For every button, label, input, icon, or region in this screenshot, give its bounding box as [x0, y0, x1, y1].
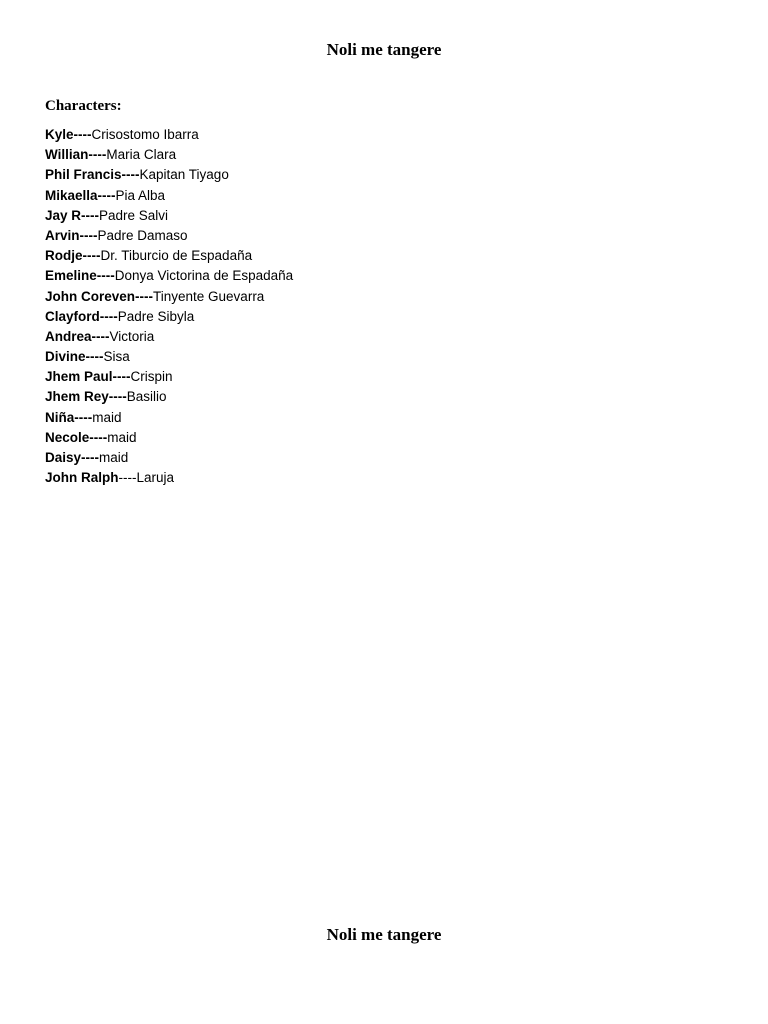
separator: ----	[89, 429, 108, 445]
actor-name: Jhem Paul	[45, 369, 113, 385]
role-name: maid	[92, 409, 122, 425]
role-name: Dr. Tiburcio de Espadaña	[100, 248, 253, 264]
separator: ----	[112, 369, 131, 385]
list-item	[45, 408, 293, 428]
actor-name: Rodje	[45, 248, 83, 264]
role-name: Padre Salvi	[99, 207, 169, 223]
list-item	[45, 448, 293, 468]
list-item	[45, 287, 293, 307]
role-name: Basilio	[126, 389, 167, 405]
actor-name: John Coreven	[45, 288, 136, 304]
list-item	[45, 186, 293, 206]
list-item	[45, 347, 293, 367]
actor-name: Necole	[45, 429, 90, 445]
page-title-bottom: Noli me tangere	[326, 925, 442, 944]
list-item	[45, 165, 293, 185]
actor-name: Phil Francis	[45, 167, 122, 183]
separator: ----	[81, 450, 100, 465]
list-item	[45, 266, 293, 286]
role-name: Victoria	[109, 328, 155, 344]
separator: ----	[88, 147, 107, 163]
separator: ----	[118, 470, 137, 486]
list-item	[45, 125, 293, 145]
page-title: Noli me tangere	[326, 40, 442, 59]
actor-name: Arvin	[45, 227, 80, 243]
role-name: Pia Alba	[115, 187, 166, 203]
actor-name: Daisy	[45, 450, 82, 465]
actor-name: Jhem Rey	[45, 389, 109, 405]
actor-name: Jay R	[45, 207, 82, 223]
separator: ----	[135, 288, 154, 304]
role-name: Crispin	[130, 369, 173, 385]
role-name: maid	[107, 429, 137, 445]
actor-name: Niña	[45, 409, 75, 425]
actor-name: Willian	[45, 147, 89, 163]
list-item	[45, 428, 293, 448]
actor-name: Mikaella	[45, 187, 98, 203]
separator: ----	[74, 409, 93, 425]
role-name: Padre Sibyla	[117, 308, 195, 324]
list-item	[45, 387, 293, 407]
role-name: Maria Clara	[106, 147, 177, 163]
separator: ----	[81, 207, 100, 223]
role-name: maid	[99, 450, 129, 465]
actor-name: Kyle	[45, 127, 74, 142]
characters-heading: Characters:	[45, 98, 122, 114]
list-item	[45, 307, 293, 327]
role-name: Sisa	[103, 349, 130, 365]
separator: ----	[85, 349, 104, 365]
separator: ----	[73, 127, 92, 142]
role-name: Tinyente Guevarra	[153, 288, 265, 304]
actor-name: Emeline	[45, 268, 97, 284]
role-name: Donya Victorina de Espadaña	[114, 268, 294, 284]
role-name: Kapitan Tiyago	[139, 167, 229, 183]
separator: ----	[108, 389, 127, 405]
role-name: Padre Damaso	[97, 227, 188, 243]
list-item	[45, 468, 293, 488]
separator: ----	[96, 268, 115, 284]
role-name: Laruja	[136, 470, 175, 486]
actor-name: Divine	[45, 349, 86, 365]
list-item	[45, 246, 293, 266]
list-item	[45, 327, 293, 347]
separator: ----	[97, 187, 116, 203]
list-item	[45, 145, 293, 165]
list-item	[45, 226, 293, 246]
role-name: Crisostomo Ibarra	[91, 127, 199, 142]
cast-list	[45, 125, 293, 488]
separator: ----	[79, 227, 98, 243]
separator: ----	[99, 308, 118, 324]
actor-name: Andrea	[45, 328, 92, 344]
separator: ----	[82, 248, 101, 264]
actor-name: Clayford	[45, 308, 100, 324]
list-item	[45, 367, 293, 387]
list-item	[45, 206, 293, 226]
separator: ----	[121, 167, 140, 183]
separator: ----	[91, 328, 110, 344]
actor-name: John Ralph	[45, 470, 119, 486]
